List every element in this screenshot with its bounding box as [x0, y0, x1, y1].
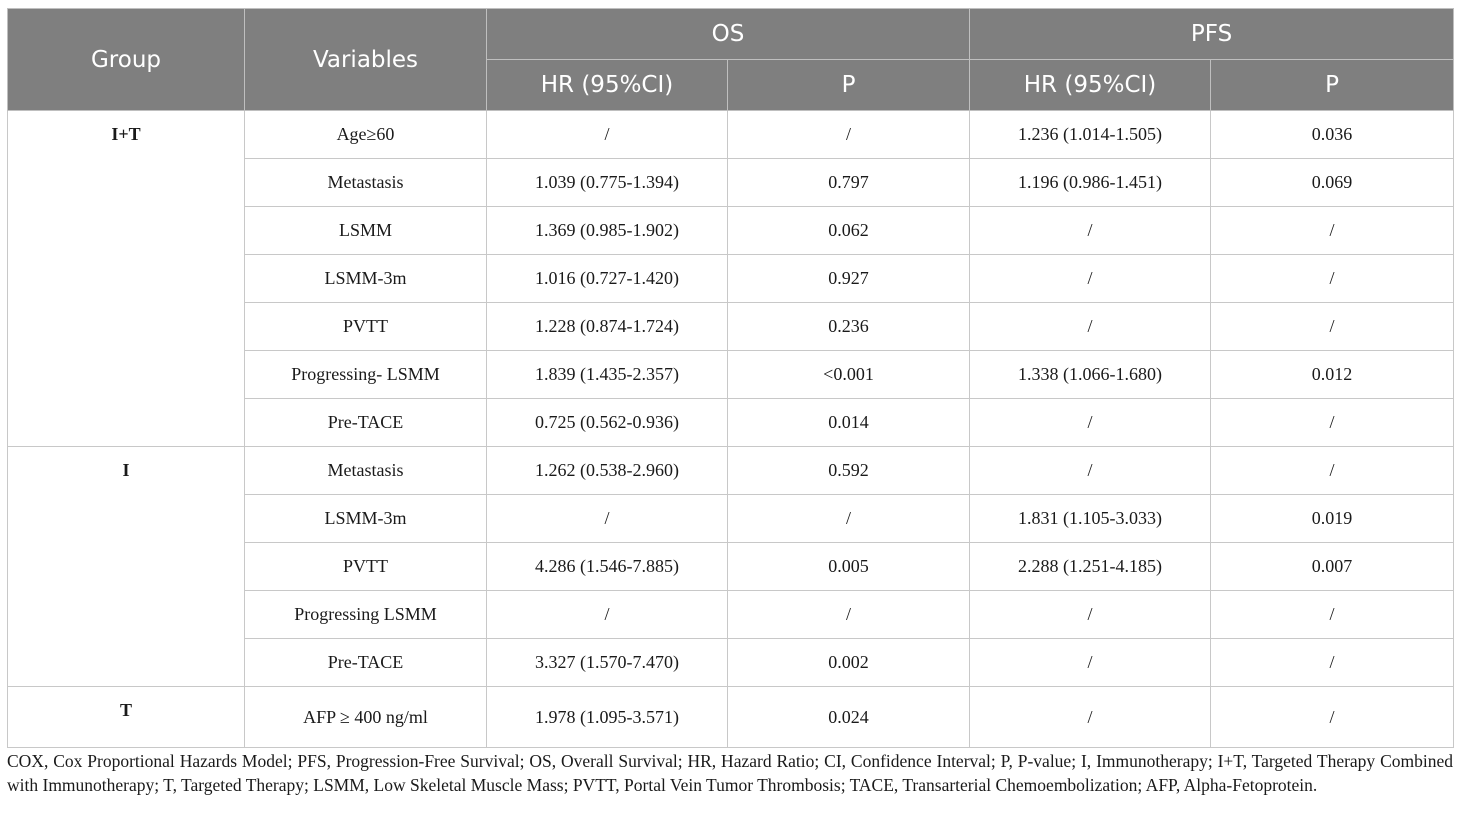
os-hr-cell: 0.725 (0.562-0.936)	[487, 399, 728, 447]
pfs-hr-cell: /	[970, 591, 1211, 639]
pfs-p-cell: /	[1211, 303, 1454, 351]
os-p-cell: /	[728, 111, 970, 159]
pfs-hr-cell: /	[970, 399, 1211, 447]
pfs-p-cell: /	[1211, 687, 1454, 748]
variable-cell: Age≥60	[245, 111, 487, 159]
header-os: OS	[487, 9, 970, 60]
pfs-p-cell: 0.007	[1211, 543, 1454, 591]
cox-regression-table	[7, 8, 1454, 748]
group-cell: I+T	[8, 111, 245, 447]
pfs-p-cell: /	[1211, 255, 1454, 303]
os-p-cell: 0.014	[728, 399, 970, 447]
variable-cell: Pre-TACE	[245, 399, 487, 447]
table-header	[8, 9, 1454, 111]
pfs-p-cell: 0.069	[1211, 159, 1454, 207]
os-hr-cell: /	[487, 495, 728, 543]
os-p-cell: 0.002	[728, 639, 970, 687]
os-p-cell: /	[728, 495, 970, 543]
os-p-cell: 0.024	[728, 687, 970, 748]
pfs-hr-cell: /	[970, 255, 1211, 303]
header-pfs-p: P	[1211, 60, 1454, 111]
pfs-p-cell: 0.036	[1211, 111, 1454, 159]
os-p-cell: /	[728, 591, 970, 639]
os-p-cell: 0.236	[728, 303, 970, 351]
pfs-hr-cell: 2.288 (1.251-4.185)	[970, 543, 1211, 591]
header-pfs: PFS	[970, 9, 1454, 60]
os-hr-cell: 1.839 (1.435-2.357)	[487, 351, 728, 399]
pfs-p-cell: 0.019	[1211, 495, 1454, 543]
variable-cell: Progressing- LSMM	[245, 351, 487, 399]
header-pfs-hr: HR (95%CI)	[970, 60, 1211, 111]
os-p-cell: <0.001	[728, 351, 970, 399]
os-hr-cell: 1.369 (0.985-1.902)	[487, 207, 728, 255]
pfs-hr-cell: /	[970, 447, 1211, 495]
table-row	[8, 447, 1454, 495]
pfs-hr-cell: 1.831 (1.105-3.033)	[970, 495, 1211, 543]
pfs-p-cell: 0.012	[1211, 351, 1454, 399]
table-row	[8, 687, 1454, 748]
pfs-p-cell: /	[1211, 399, 1454, 447]
os-p-cell: 0.005	[728, 543, 970, 591]
variable-cell: LSMM	[245, 207, 487, 255]
pfs-hr-cell: /	[970, 639, 1211, 687]
pfs-hr-cell: 1.338 (1.066-1.680)	[970, 351, 1211, 399]
os-p-cell: 0.592	[728, 447, 970, 495]
header-variables: Variables	[245, 9, 487, 111]
os-hr-cell: 1.262 (0.538-2.960)	[487, 447, 728, 495]
pfs-p-cell: /	[1211, 639, 1454, 687]
pfs-hr-cell: /	[970, 207, 1211, 255]
pfs-hr-cell: /	[970, 303, 1211, 351]
variable-cell: Pre-TACE	[245, 639, 487, 687]
variable-cell: AFP ≥ 400 ng/ml	[245, 687, 487, 748]
table-row	[8, 111, 1454, 159]
variable-cell: Metastasis	[245, 447, 487, 495]
os-hr-cell: 1.039 (0.775-1.394)	[487, 159, 728, 207]
os-p-cell: 0.927	[728, 255, 970, 303]
pfs-hr-cell: 1.236 (1.014-1.505)	[970, 111, 1211, 159]
os-hr-cell: /	[487, 591, 728, 639]
os-hr-cell: 4.286 (1.546-7.885)	[487, 543, 728, 591]
pfs-p-cell: /	[1211, 591, 1454, 639]
os-hr-cell: 1.978 (1.095-3.571)	[487, 687, 728, 748]
table-footnote: COX, Cox Proportional Hazards Model; PFS, Progression-Free Survival; OS, Overall Survival; HR, Hazard Ratio; CI, Confidence Interval; P, P-value; I, Immunotherapy; I+T, Targeted Therapy Combined with Immunotherapy; T, Targeted Therapy; LSMM, Low Skeletal Muscle Mass; PVTT, Portal Vein Tumor Thrombosis; TACE, Transarterial Chemoembolization; AFP, Alpha-Fetoprotein.	[7, 751, 1453, 795]
variable-cell: Metastasis	[245, 159, 487, 207]
header-group: Group	[8, 9, 245, 111]
pfs-hr-cell: /	[970, 687, 1211, 748]
header-os-hr: HR (95%CI)	[487, 60, 728, 111]
variable-cell: Progressing LSMM	[245, 591, 487, 639]
variable-cell: LSMM-3m	[245, 255, 487, 303]
os-hr-cell: 1.016 (0.727-1.420)	[487, 255, 728, 303]
os-hr-cell: 1.228 (0.874-1.724)	[487, 303, 728, 351]
os-hr-cell: /	[487, 111, 728, 159]
header-os-p: P	[728, 60, 970, 111]
variable-cell: LSMM-3m	[245, 495, 487, 543]
pfs-p-cell: /	[1211, 207, 1454, 255]
os-hr-cell: 3.327 (1.570-7.470)	[487, 639, 728, 687]
os-p-cell: 0.797	[728, 159, 970, 207]
variable-cell: PVTT	[245, 543, 487, 591]
pfs-hr-cell: 1.196 (0.986-1.451)	[970, 159, 1211, 207]
group-cell: T	[8, 687, 245, 748]
pfs-p-cell: /	[1211, 447, 1454, 495]
variable-cell: PVTT	[245, 303, 487, 351]
table-body	[8, 111, 1454, 748]
group-cell: I	[8, 447, 245, 687]
os-p-cell: 0.062	[728, 207, 970, 255]
